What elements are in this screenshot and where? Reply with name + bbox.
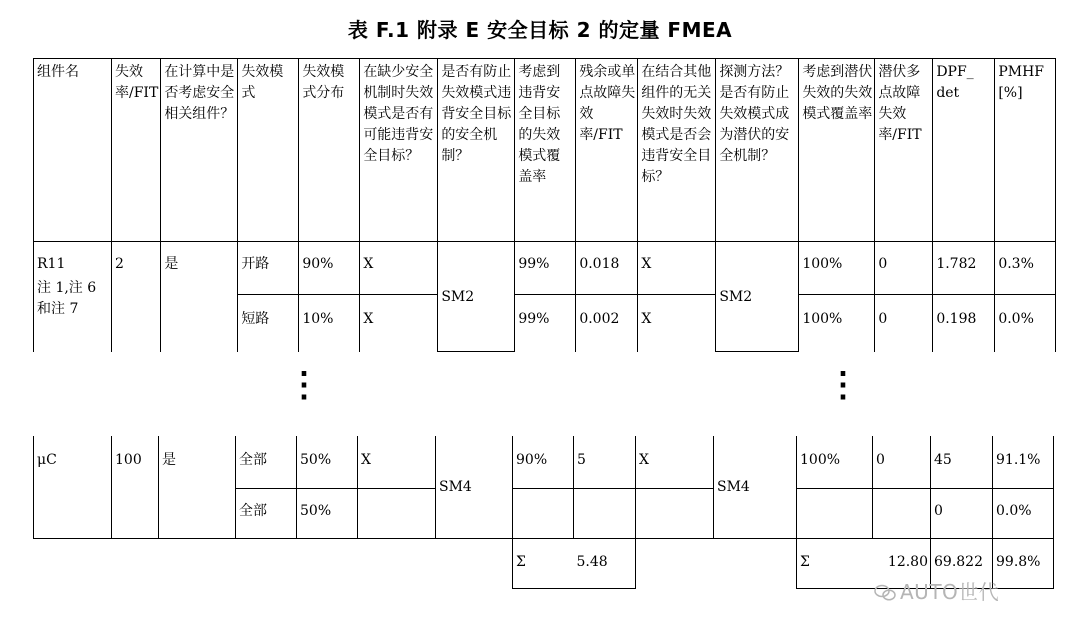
dpf-det: 0 <box>931 488 993 538</box>
failure-mode: 短路 <box>238 295 299 352</box>
header-cell: 在缺少安全机制时失效模式是否有可能违背安全目标？ <box>360 59 438 242</box>
mode-distribution: 50% <box>297 436 358 488</box>
component-name: μC <box>34 436 112 538</box>
watermark-text: AUTO世代 <box>900 580 1000 604</box>
latent-rate: 0 <box>873 436 931 488</box>
header-cell: 残余或单点故障失效率/FIT <box>576 59 638 242</box>
pmhf: 0.3% <box>995 242 1056 295</box>
residual-rate: 0.018 <box>576 242 638 295</box>
component-name-cell <box>34 242 112 352</box>
fmea-table-bottom <box>33 436 1054 589</box>
violation-flag: X <box>358 436 436 488</box>
header-cell: PMHF [%] <box>995 59 1056 242</box>
latent-rate: 0 <box>875 295 933 352</box>
combined-violation-flag: X <box>636 436 714 488</box>
pmhf: 0.0% <box>993 488 1054 538</box>
mode-distribution: 10% <box>299 295 360 352</box>
failure-mode: 开路 <box>238 242 299 295</box>
failure-rate: 2 <box>112 242 161 352</box>
violation-flag <box>358 488 436 538</box>
pmhf: 91.1% <box>993 436 1054 488</box>
header-cell: 探测方法？是否有防止失效模式成为潜伏的安全机制？ <box>716 59 799 242</box>
latent-coverage <box>797 488 873 538</box>
sigma-symbol: Σ <box>797 538 873 588</box>
pmhf-sum: 99.8% <box>993 538 1054 588</box>
ellipsis-marker: ⋮ <box>287 365 321 405</box>
table-row <box>34 436 1054 488</box>
safety-mechanism: SM4 <box>436 436 513 538</box>
failure-rate: 100 <box>112 436 159 538</box>
dpf-det: 1.782 <box>933 242 995 295</box>
residual-rate: 5 <box>574 436 636 488</box>
combined-violation-flag: X <box>638 242 716 295</box>
wechat-logo-icon <box>874 584 896 602</box>
coverage: 99% <box>515 295 576 352</box>
latent-coverage: 100% <box>799 295 875 352</box>
latent-rate: 0 <box>875 242 933 295</box>
latent-rate <box>873 488 931 538</box>
residual-rate: 0.002 <box>576 295 638 352</box>
latent-coverage: 100% <box>799 242 875 295</box>
latent-sum: 12.80 <box>873 538 931 588</box>
residual-sum: 5.48 <box>574 538 636 588</box>
component-note: 注 1,注 6和注 7 <box>37 280 97 317</box>
failure-mode: 全部 <box>236 436 297 488</box>
header-cell: 失效模式 <box>238 59 299 242</box>
residual-rate <box>574 488 636 538</box>
pmhf: 0.0% <box>995 295 1056 352</box>
fmea-table-top <box>33 58 1056 352</box>
header-cell: 是否有防止失效模式违背安全目标的安全机制？ <box>438 59 515 242</box>
safety-mechanism: SM2 <box>438 242 515 352</box>
watermark <box>874 576 999 605</box>
header-cell: DPF_ det <box>933 59 995 242</box>
combined-violation-flag: X <box>638 295 716 352</box>
failure-mode: 全部 <box>236 488 297 538</box>
table-title: 表 F.1 附录 E 安全目标 2 的定量 FMEA <box>347 18 733 42</box>
component-name: R11 <box>37 256 66 272</box>
coverage <box>513 488 574 538</box>
header-cell: 考虑到违背安全目标的失效模式覆盖率 <box>515 59 576 242</box>
header-cell: 失效模式分布 <box>299 59 360 242</box>
latent-coverage: 100% <box>797 436 873 488</box>
detection-mechanism: SM2 <box>716 242 799 352</box>
considered-flag: 是 <box>161 242 238 352</box>
detection-mechanism: SM4 <box>714 436 797 538</box>
dpf-sum: 69.822 <box>931 538 993 588</box>
considered-flag: 是 <box>159 436 236 538</box>
header-cell: 失效率/FIT <box>112 59 161 242</box>
sigma-symbol: Σ <box>513 538 574 588</box>
dpf-det: 0.198 <box>933 295 995 352</box>
combined-violation-flag <box>636 488 714 538</box>
header-row <box>34 59 1056 242</box>
violation-flag: X <box>360 295 438 352</box>
header-cell: 考虑到潜伏失效的失效模式覆盖率 <box>799 59 875 242</box>
violation-flag: X <box>360 242 438 295</box>
coverage: 99% <box>515 242 576 295</box>
header-cell: 在计算中是否考虑安全相关组件？ <box>161 59 238 242</box>
dpf-det: 45 <box>931 436 993 488</box>
coverage: 90% <box>513 436 574 488</box>
mode-distribution: 90% <box>299 242 360 295</box>
ellipsis-marker: ⋮ <box>826 365 860 405</box>
header-cell: 组件名 <box>34 59 112 242</box>
header-cell: 潜伏多点故障失效率/FIT <box>875 59 933 242</box>
header-cell: 在结合其他组件的无关失效时失效模式是否会违背安全目标？ <box>638 59 716 242</box>
mode-distribution: 50% <box>297 488 358 538</box>
table-row <box>34 242 1056 295</box>
